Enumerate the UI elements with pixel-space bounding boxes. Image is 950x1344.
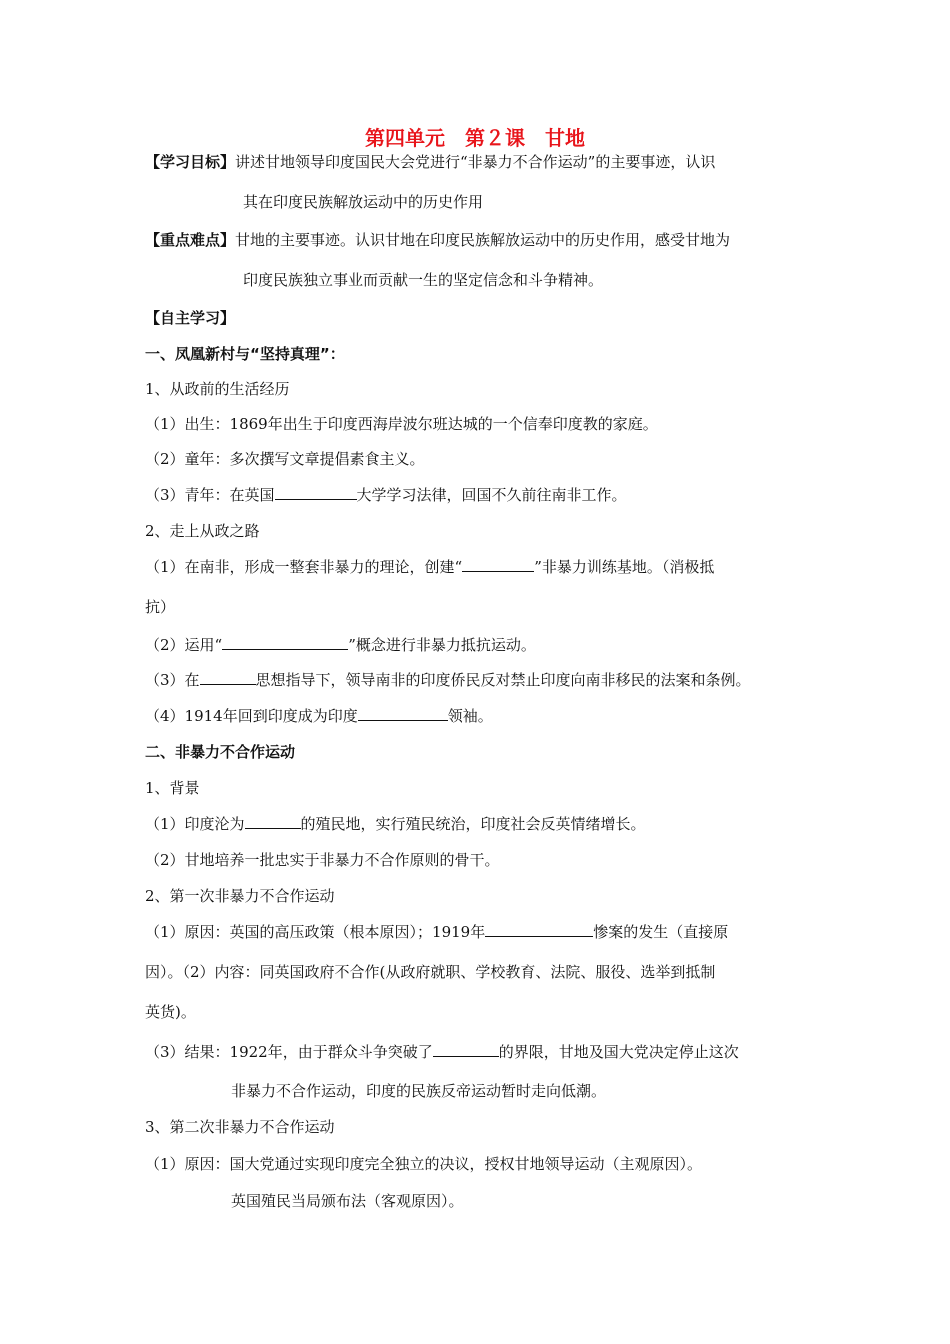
section2-item2: （2）甘地培养一批忠实于非暴力不合作原则的骨干。 xyxy=(145,851,500,869)
section2-sub3: 3、第二次非暴力不合作运动 xyxy=(145,1118,335,1136)
section1-item7 xyxy=(145,706,493,726)
item4-text-b: ”非暴力训练基地。（消极抵 xyxy=(534,558,715,576)
s2-item1-text-a: （1）印度沦为 xyxy=(145,815,245,833)
fill-blank[interactable] xyxy=(462,557,534,572)
section1-item4 xyxy=(145,557,714,577)
objective-text1: 讲述甘地领导印度国民大会党进行“非暴力不合作运动”的主要事迹，认识 xyxy=(235,153,716,171)
section1-sub2: 2、走上从政之路 xyxy=(145,522,260,540)
section1-heading: 一、凤凰新村与“坚持真理”： xyxy=(145,345,345,363)
section2-sub1: 1、背景 xyxy=(145,779,200,797)
fill-blank[interactable] xyxy=(275,485,357,500)
section1-item1: （1）出生：1869年出生于印度西海岸波尔班达城的一个信奉印度教的家庭。 xyxy=(145,415,658,433)
fill-blank[interactable] xyxy=(200,670,256,685)
objective-label: 【学习目标】 xyxy=(145,153,236,171)
section2-item5: （1）原因：国大党通过实现印度完全独立的决议，授权甘地领导运动（主观原因）。 xyxy=(145,1155,703,1173)
section2-item1 xyxy=(145,814,646,834)
section2-item4-cont: 非暴力不合作运动，印度的民族反帝运动暂时走向低潮。 xyxy=(231,1082,607,1100)
item6-text-b: 思想指导下，领导南非的印度侨民反对禁止印度向南非移民的法案和条例。 xyxy=(255,671,751,689)
section2-item3-cont1: 因）。（2）内容：同英国政府不合作(从政府就职、学校教育、法院、服役、选举到抵制 xyxy=(145,963,716,981)
item3-text-a: （3）青年：在英国 xyxy=(145,486,275,504)
s2-item1-text-b: 的殖民地，实行殖民统治，印度社会反英情绪增长。 xyxy=(300,815,646,833)
section1-item5 xyxy=(145,635,536,655)
item7-text-a: （4）1914年回到印度成为印度 xyxy=(145,707,358,725)
item4-text-a: （1）在南非，形成一整套非暴力的理论，创建“ xyxy=(145,558,463,576)
item6-text-a: （3）在 xyxy=(145,671,200,689)
item7-text-b: 领袖。 xyxy=(447,707,493,725)
section1-item2: （2）童年：多次撰写文章提倡素食主义。 xyxy=(145,450,425,468)
keypoints-line1 xyxy=(145,230,730,250)
section1-sub1: 1、从政前的生活经历 xyxy=(145,380,290,398)
fill-blank[interactable] xyxy=(245,814,301,829)
section2-item4 xyxy=(145,1042,739,1062)
fill-blank[interactable] xyxy=(358,706,448,721)
objective-line1 xyxy=(145,152,715,172)
item3-text-b: 大学学习法律，回国不久前往南非工作。 xyxy=(356,486,627,504)
section2-heading: 二、非暴力不合作运动 xyxy=(145,743,296,761)
keypoints-text2: 印度民族独立事业而贡献一生的坚定信念和斗争精神。 xyxy=(243,271,604,289)
fill-blank[interactable] xyxy=(222,635,348,650)
objective-text2: 其在印度民族解放运动中的历史作用 xyxy=(243,193,484,211)
fill-blank[interactable] xyxy=(485,922,593,937)
section1-item6 xyxy=(145,670,751,690)
section2-item6: 英国殖民当局颁布法（客观原因）。 xyxy=(231,1192,464,1210)
fill-blank[interactable] xyxy=(433,1042,499,1057)
s2-item4-text-b: 的界限，甘地及国大党决定停止这次 xyxy=(498,1043,739,1061)
section2-item3 xyxy=(145,922,728,942)
section2-sub2: 2、第一次非暴力不合作运动 xyxy=(145,887,335,905)
section2-item3-cont2: 英货)。 xyxy=(145,1003,196,1021)
section1-item4-cont: 抗） xyxy=(145,598,176,616)
s2-item3-text-a: （1）原因：英国的高压政策（根本原因）；1919年 xyxy=(145,923,486,941)
self-study-heading: 【自主学习】 xyxy=(145,309,236,327)
item5-text-a: （2）运用“ xyxy=(145,636,223,654)
s2-item4-text-a: （3）结果：1922年，由于群众斗争突破了 xyxy=(145,1043,433,1061)
keypoints-label: 【重点难点】 xyxy=(145,231,236,249)
keypoints-text1: 甘地的主要事迹。认识甘地在印度民族解放运动中的历史作用，感受甘地为 xyxy=(235,231,731,249)
s2-item3-text-b: 惨案的发生（直接原 xyxy=(593,923,729,941)
section1-item3 xyxy=(145,485,627,505)
page-title: 第四单元 第２课 甘地 xyxy=(365,126,585,150)
item5-text-b: ”概念进行非暴力抵抗运动。 xyxy=(348,636,536,654)
